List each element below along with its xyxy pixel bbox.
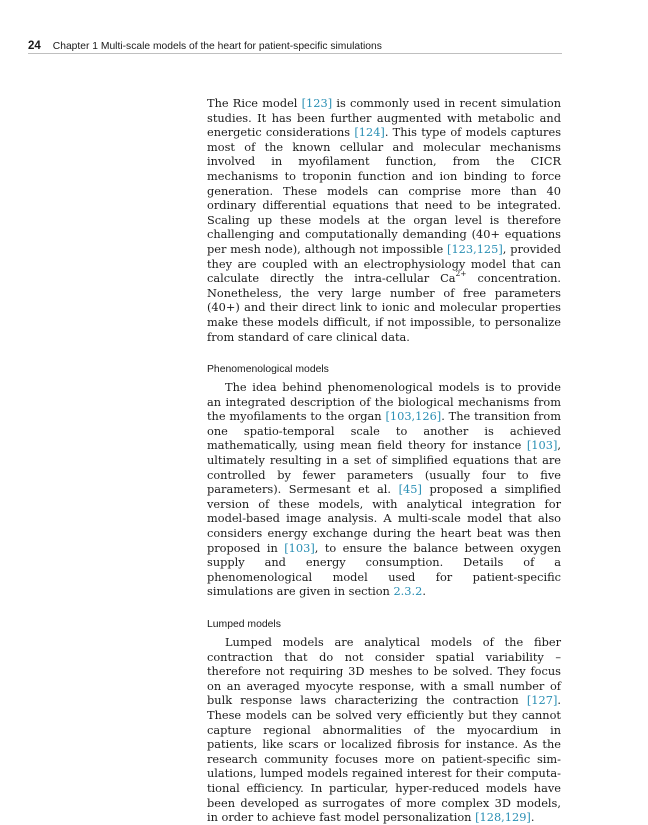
- citation-link[interactable]: [103]: [284, 540, 315, 555]
- text-run: , to ensure the balance between oxygen supply and energy consumption. Details of a phenomenological model used for patient-specific simulations are given in section: [207, 540, 562, 599]
- paragraph-rice-model: [207, 96, 561, 344]
- paragraph-lumped: [207, 635, 561, 825]
- running-head: [28, 39, 562, 53]
- text-run: , provided they are coupled with an electrophysiology model that can calculate directly the intra-cellular Ca: [207, 241, 562, 286]
- text-run: is commonly used in recent simulation studies. It has been further augmented with metabolic and energetic considerations: [207, 96, 562, 140]
- text-run: . These models can be solved very efficiently but they cannot capture regional abnormalities of the myocardium in patients, like scars or localized fibrosis for instance. As the research community focuses more on patient-specific simulations, lumped models regained interest for their computational efficiency. In particular, hyper-reduced models have been developed as surrogates of more complex 3D models, in order to achieve fast model personalization: [207, 693, 561, 825]
- text-run: . The transition from one spatio-temporal scale to another is achieved mathematically, using mean field theory for instance: [207, 409, 561, 453]
- chapter-title: Chapter 1 Multi-scale models of the heart for patient-specific simulations: [52, 41, 382, 52]
- page-number: 24: [28, 40, 41, 52]
- citation-link[interactable]: [123,125]: [447, 241, 503, 256]
- citation-link[interactable]: [124]: [354, 125, 385, 140]
- text-run: The idea behind phenomenological models is to provide an integrated description of the biological mechanisms from the myofilaments to the organ: [207, 380, 561, 424]
- section-heading-lumped: Lumped models: [207, 619, 281, 630]
- citation-link[interactable]: [123]: [301, 96, 333, 110]
- citation-link[interactable]: [127]: [526, 693, 558, 708]
- citation-link[interactable]: [103]: [526, 438, 558, 453]
- text-run: concentration. Nonetheless, the very large number of free parameters (40+) and their direct link to ionic and molecular properties make these models difficult, if not impossible, to personalize from standard of care clinical data.: [207, 271, 562, 344]
- header-rule: [28, 53, 562, 54]
- text-run: The Rice model: [207, 96, 302, 110]
- text-run: .: [422, 584, 426, 599]
- citation-link[interactable]: [45]: [398, 482, 422, 497]
- text-run: .: [530, 810, 535, 825]
- superscript-charge: 2+: [455, 269, 467, 279]
- paragraph-phenomenological: [207, 380, 561, 599]
- text-run: Lumped models are analytical models of the fiber contraction that do not consider spatial variability – therefore not requiring 3D meshes to be solved. They focus on an averaged myocyte response, with a small number of bulk response laws characterizing the contraction: [207, 635, 561, 708]
- body-text: [207, 96, 561, 825]
- text-run: , ultimately resulting in a set of simplified equations that are controlled by fewer parameters (usually four to five parameters). Sermesant et al.: [207, 438, 561, 497]
- text-run: proposed a simplified version of these models, with analytical integration for model-based image analysis. A multi-scale model that also considers energy exchange during the heart beat was then proposed in: [207, 482, 561, 555]
- citation-link[interactable]: [128,129]: [475, 810, 531, 825]
- section-reference-link[interactable]: 2.3.2: [393, 584, 423, 599]
- section-heading-phenomenological: Phenomenological models: [207, 364, 329, 376]
- text-run: . This type of models captures most of the known cellular and molecular mechanisms involved in myofilament function, from the CICR mechanisms to troponin function and ion binding to force generation. These models can comprise more than 40 ordinary differential equations that need to be integrated. Scaling up these models at the organ level is therefore challenging and computationally demanding (40+ equations per mesh node), although not impossible: [207, 125, 562, 256]
- citation-link[interactable]: [103,126]: [385, 409, 442, 424]
